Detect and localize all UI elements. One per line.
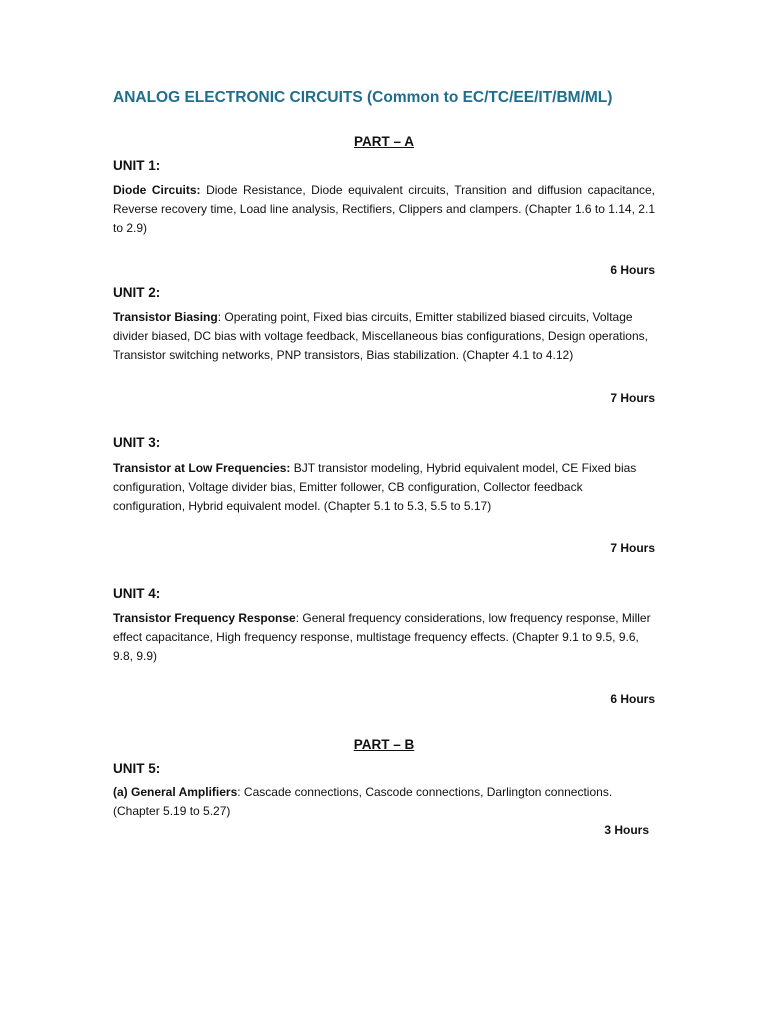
document-title: ANALOG ELECTRONIC CIRCUITS (Common to EC/TC/EE/IT/BM/ML) (113, 89, 613, 106)
part-a-heading: PART – A (353, 134, 414, 149)
unit-2-hours: 7 Hours (610, 391, 655, 405)
unit-3-description (113, 459, 655, 516)
unit-3-body: BJT transistor modeling, Hybrid equivalent model, CE Fixed bias configuration, Voltage divider bias, Emitter follower, CB configuration, Collector feedback configuration, Hybrid equivalent model. (Chapter 5.1 to 5.3, 5.5 to 5.17) (113, 461, 637, 513)
unit-2-heading: UNIT 2: (113, 285, 161, 300)
unit-1-hours: 6 Hours (610, 263, 655, 277)
unit-4-heading: UNIT 4: (113, 586, 161, 601)
unit-3-topic: Transistor at Low Frequencies: (113, 461, 291, 475)
unit-5-topic: (a) General Amplifiers (113, 785, 238, 799)
part-b-heading: PART – B (353, 737, 415, 752)
unit-2-body: : Operating point, Fixed bias circuits, Emitter stabilized biased circuits, Voltage divider biased, DC bias with voltage feedback, Miscellaneous bias configurations, Design operations, Transistor switching networks, PNP transistors, Bias stabilization. (Chapter 4.1 to 4.12) (113, 310, 648, 362)
unit-2-topic: Transistor Biasing (113, 310, 218, 324)
unit-3-hours: 7 Hours (610, 541, 655, 555)
unit-4-topic: Transistor Frequency Response (113, 611, 296, 625)
unit-4-body: : General frequency considerations, low frequency response, Miller effect capacitance, High frequency response, multistage frequency effects. (Chapter 9.1 to 9.5, 9.6, 9.8, 9.9) (113, 611, 651, 663)
unit-2-description (113, 308, 655, 365)
unit-4-description (113, 609, 655, 666)
unit-5-description (113, 783, 655, 821)
unit-3-heading: UNIT 3: (113, 435, 161, 450)
unit-5-hours: 3 Hours (604, 823, 649, 837)
unit-1-heading: UNIT 1: (113, 158, 161, 173)
unit-1-description (113, 181, 655, 238)
unit-5-heading: UNIT 5: (113, 761, 161, 776)
unit-1-body: Diode Resistance, Diode equivalent circuits, Transition and diffusion capacitance, Reverse recovery time, Load line analysis, Rectifiers, Clippers and clampers. (Chapter 1.6 to 1.14, 2.1 to 2.9) (113, 183, 655, 235)
unit-4-hours: 6 Hours (610, 692, 655, 706)
unit-1-topic: Diode Circuits: (113, 183, 201, 197)
unit-5-body: : Cascade connections, Cascode connections, Darlington connections. (Chapter 5.19 to 5.27) (113, 785, 613, 818)
